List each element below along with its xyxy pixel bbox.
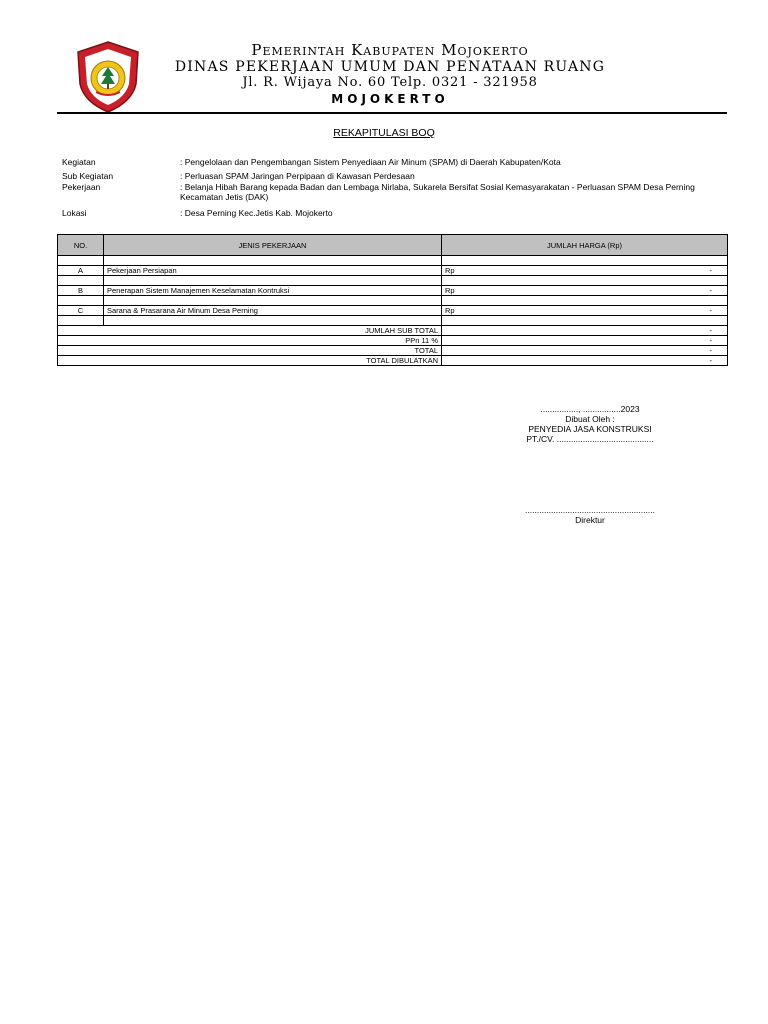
row-no: C — [58, 306, 104, 316]
info-value: : Pengelolaan dan Pengembangan Sistem Penyediaan Air Minum (SPAM) di Daerah Kabupaten/Kota — [180, 157, 561, 167]
row-jenis: Penerapan Sistem Manajemen Keselamatan Kontruksi — [104, 286, 442, 296]
currency-label: Rp — [445, 306, 455, 315]
signature-line: ....................................................... — [525, 505, 655, 515]
summary-row — [58, 336, 728, 346]
amount-value: - — [709, 266, 712, 275]
row-harga — [442, 286, 728, 296]
row-jenis: Sarana & Prasarana Air Minum Desa Perning — [104, 306, 442, 316]
signature-company-name: PT./CV. ......................................... — [526, 434, 654, 444]
signature-block — [490, 404, 690, 444]
amount-value: - — [709, 306, 712, 315]
currency-label: Rp — [445, 266, 455, 275]
row-no: A — [58, 266, 104, 276]
letterhead-divider — [57, 112, 727, 114]
letterhead-agency: DINAS PEKERJAAN UMUM DAN PENATAAN RUANG — [174, 59, 606, 75]
summary-row — [58, 326, 728, 336]
row-harga — [442, 266, 728, 276]
amount-value: - — [709, 286, 712, 295]
summary-amount — [442, 356, 728, 366]
letterhead-city: MOJOKERTO — [331, 92, 449, 106]
summary-amount — [442, 326, 728, 336]
signature-name-block — [490, 505, 690, 525]
spacer-row — [58, 276, 728, 286]
info-value: : Perluasan SPAM Jaringan Perpipaan di Kawasan Perdesaan — [180, 171, 415, 181]
mojokerto-emblem-icon — [74, 40, 142, 114]
summary-label: TOTAL — [58, 346, 442, 356]
header-jumlah-harga: JUMLAH HARGA (Rp) — [442, 235, 728, 256]
boq-table — [57, 234, 728, 366]
signature-company-role: PENYEDIA JASA KONSTRUKSI — [528, 424, 652, 434]
info-label: Lokasi — [62, 208, 87, 218]
summary-amount — [442, 336, 728, 346]
amount-value: - — [709, 336, 712, 345]
info-label: Pekerjaan — [62, 182, 101, 192]
amount-value: - — [709, 356, 712, 365]
letterhead — [150, 42, 630, 107]
table-row — [58, 266, 728, 276]
amount-value: - — [709, 346, 712, 355]
summary-amount — [442, 346, 728, 356]
summary-label: PPn 11 % — [58, 336, 442, 346]
info-value: : Belanja Hibah Barang kepada Badan dan Lembaga Nirlaba, Sukarela Bersifat Sosial Kemasyarakatan - Perluasan SPAM Desa Perning Kecamatan Jetis (DAK) — [180, 182, 695, 202]
row-no: B — [58, 286, 104, 296]
row-jenis: Pekerjaan Persiapan — [104, 266, 442, 276]
letterhead-government: Pemerintah Kabupaten Mojokerto — [251, 41, 529, 59]
document-title: REKAPITULASI BOQ — [333, 127, 435, 139]
currency-label: Rp — [445, 286, 455, 295]
table-row — [58, 286, 728, 296]
amount-value: - — [709, 326, 712, 335]
table-header-row — [58, 235, 728, 256]
spacer-row — [58, 256, 728, 266]
signature-position: Direktur — [575, 515, 605, 525]
summary-row — [58, 356, 728, 366]
summary-label: TOTAL DIBULATKAN — [58, 356, 442, 366]
info-label: Kegiatan — [62, 157, 96, 167]
header-jenis-pekerjaan: JENIS PEKERJAAN — [104, 235, 442, 256]
signature-made-by: Dibuat Oleh : — [565, 414, 615, 424]
info-value: : Desa Perning Kec.Jetis Kab. Mojokerto — [180, 208, 333, 218]
info-label: Sub Kegiatan — [62, 171, 114, 181]
signature-date: ................, ................2023 — [540, 404, 640, 414]
table-row — [58, 306, 728, 316]
spacer-row — [58, 296, 728, 306]
header-no: NO. — [58, 235, 104, 256]
spacer-row — [58, 316, 728, 326]
row-harga — [442, 306, 728, 316]
summary-label: JUMLAH SUB TOTAL — [58, 326, 442, 336]
summary-row — [58, 346, 728, 356]
letterhead-address: Jl. R. Wijaya No. 60 Telp. 0321 - 321958 — [242, 75, 538, 90]
